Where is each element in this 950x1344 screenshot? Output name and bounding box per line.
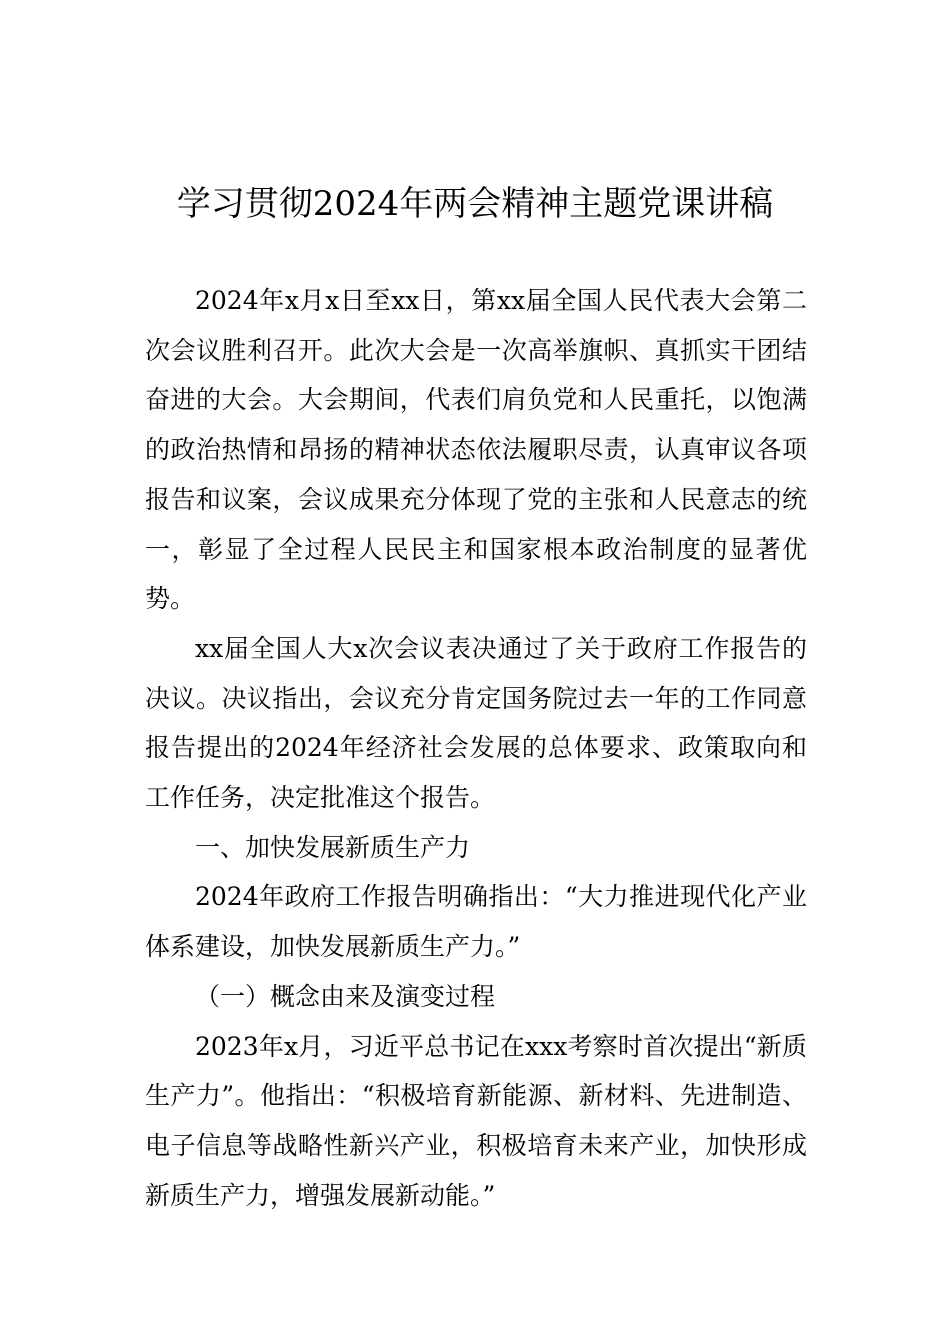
paragraph-government-report-resolution: xx届全国人大x次会议表决通过了关于政府工作报告的决议。决议指出，会议充分肯定国务院过去一年的工作同意报告提出的2024年经济社会发展的总体要求、政策取向和工作任务，决定批准这个报告。 xyxy=(145,633,807,813)
paragraph-concept-first-proposed: 2023年x月，习近平总书记在xxx考察时首次提出“新质生产力”。他指出：“积极培育新能源、新材料、先进制造、电子信息等战略性新兴产业，积极培育未来产业，加快形成新质生产力，增强发展新动能。” xyxy=(145,1031,807,1210)
document-title: 学习贯彻2024年两会精神主题党课讲稿 xyxy=(176,184,774,224)
paragraph-npc-session-intro: 2024年x月x日至xx日，第xx届全国人民代表大会第二次会议胜利召开。此次大会是一次高举旗帜、真抓实干团结奋进的大会。大会期间，代表们肩负党和人民重托，以饱满的政治热情和昂扬的精神状态依法履职尽责，认真审议各项报告和议案，会议成果充分体现了党的主张和人民意志的统一，彰显了全过程人民民主和国家根本政治制度的显著优势。 xyxy=(145,286,807,614)
section-heading-new-productive-forces: 一、加快发展新质生产力 xyxy=(195,832,471,862)
paragraph-report-quote: 2024年政府工作报告明确指出：“大力推进现代化产业体系建设，加快发展新质生产力。” xyxy=(145,882,807,962)
document-body xyxy=(145,276,807,1220)
subsection-heading-concept-origin: （一）概念由来及演变过程 xyxy=(195,981,496,1011)
